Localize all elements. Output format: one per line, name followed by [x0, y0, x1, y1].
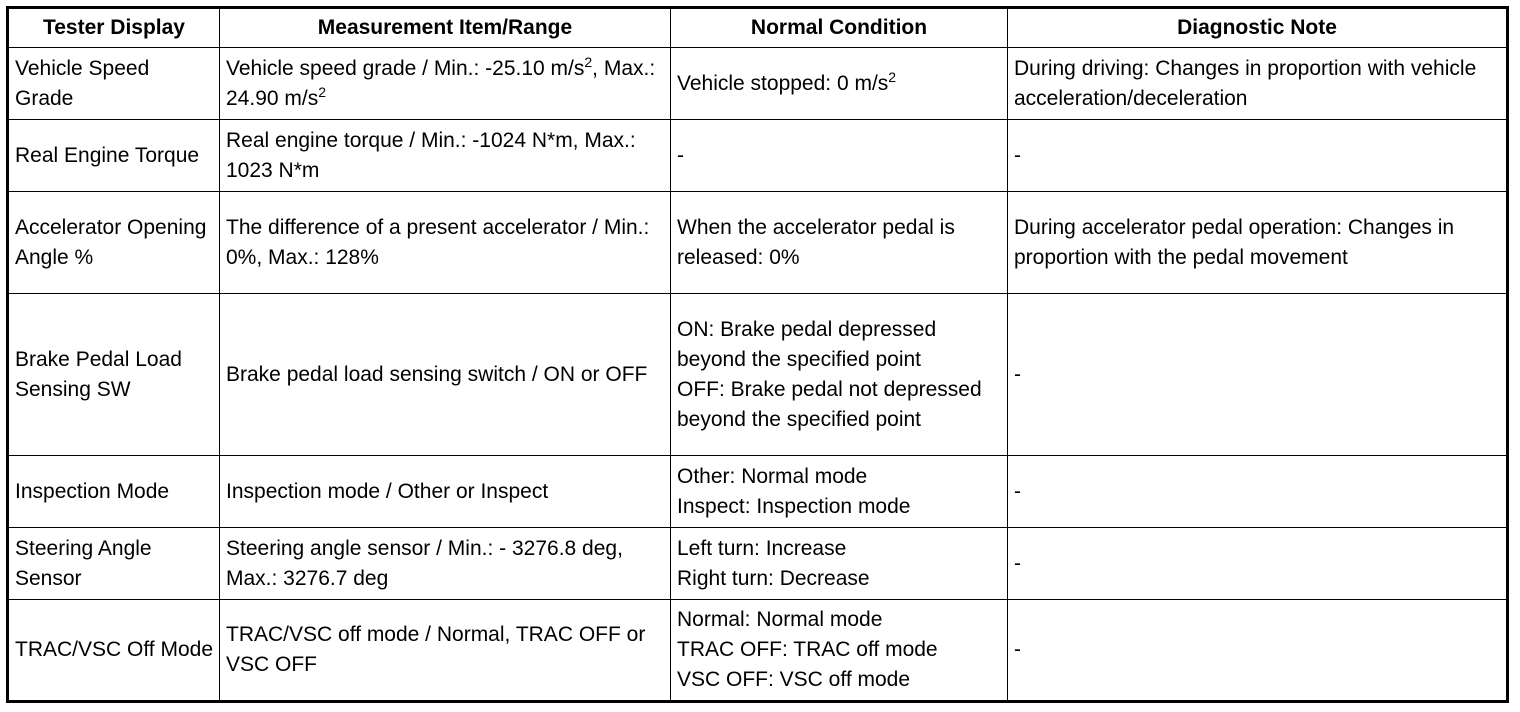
table-row	[8, 528, 1508, 600]
table-row	[8, 294, 1508, 456]
range-text: , Max.: 24.90 m/s	[226, 56, 656, 110]
measurement-range-cell	[220, 48, 671, 120]
measurement-range-cell: Inspection mode / Other or Inspect	[220, 456, 671, 528]
header-tester-display: Tester Display	[8, 8, 220, 48]
measurement-range-cell: Steering angle sensor / Min.: - 3276.8 deg, Max.: 3276.7 deg	[220, 528, 671, 600]
measurement-range-cell: Real engine torque / Min.: -1024 N*m, Max.: 1023 N*m	[220, 120, 671, 192]
measurement-range-cell: TRAC/VSC off mode / Normal, TRAC OFF or VSC OFF	[220, 600, 671, 702]
tester-display-cell: TRAC/VSC Off Mode	[8, 600, 220, 702]
normal-condition-cell: Other: Normal mode Inspect: Inspection mode	[671, 456, 1008, 528]
normal-condition-cell	[671, 48, 1008, 120]
diagnostic-note-cell: -	[1008, 456, 1508, 528]
normal-condition-cell: Normal: Normal mode TRAC OFF: TRAC off mode VSC OFF: VSC off mode	[671, 600, 1008, 702]
table-row	[8, 600, 1508, 702]
table-row	[8, 120, 1508, 192]
tester-display-cell: Steering Angle Sensor	[8, 528, 220, 600]
superscript: 2	[584, 53, 593, 70]
tester-display-cell: Real Engine Torque	[8, 120, 220, 192]
condition-text: Vehicle stopped: 0 m/s	[677, 71, 889, 95]
header-measurement-item-range: Measurement Item/Range	[220, 8, 671, 48]
diagnostic-note-cell: During driving: Changes in proportion with vehicle acceleration/deceleration	[1008, 48, 1508, 120]
table-row	[8, 192, 1508, 294]
normal-condition-cell: ON: Brake pedal depressed beyond the specified point OFF: Brake pedal not depressed beyond the specified point	[671, 294, 1008, 456]
superscript: 2	[318, 83, 327, 100]
tester-display-cell: Inspection Mode	[8, 456, 220, 528]
normal-condition-cell: When the accelerator pedal is released: 0%	[671, 192, 1008, 294]
diagnostic-note-cell: -	[1008, 600, 1508, 702]
tester-display-cell: Accelerator Opening Angle %	[8, 192, 220, 294]
table-row	[8, 48, 1508, 120]
measurement-range-cell: Brake pedal load sensing switch / ON or OFF	[220, 294, 671, 456]
data-list-table	[6, 6, 1509, 703]
diagnostic-note-cell: -	[1008, 294, 1508, 456]
table-header-row	[8, 8, 1508, 48]
table-row	[8, 456, 1508, 528]
range-text: Vehicle speed grade / Min.: -25.10 m/s	[226, 56, 585, 80]
tester-display-cell: Vehicle Speed Grade	[8, 48, 220, 120]
measurement-range-cell: The difference of a present accelerator / Min.: 0%, Max.: 128%	[220, 192, 671, 294]
superscript: 2	[888, 68, 897, 85]
header-diagnostic-note: Diagnostic Note	[1008, 8, 1508, 48]
normal-condition-cell: -	[671, 120, 1008, 192]
diagnostic-note-cell: -	[1008, 528, 1508, 600]
header-normal-condition: Normal Condition	[671, 8, 1008, 48]
diagnostic-note-cell: During accelerator pedal operation: Changes in proportion with the pedal movement	[1008, 192, 1508, 294]
normal-condition-cell: Left turn: Increase Right turn: Decrease	[671, 528, 1008, 600]
tester-display-cell: Brake Pedal Load Sensing SW	[8, 294, 220, 456]
diagnostic-note-cell: -	[1008, 120, 1508, 192]
